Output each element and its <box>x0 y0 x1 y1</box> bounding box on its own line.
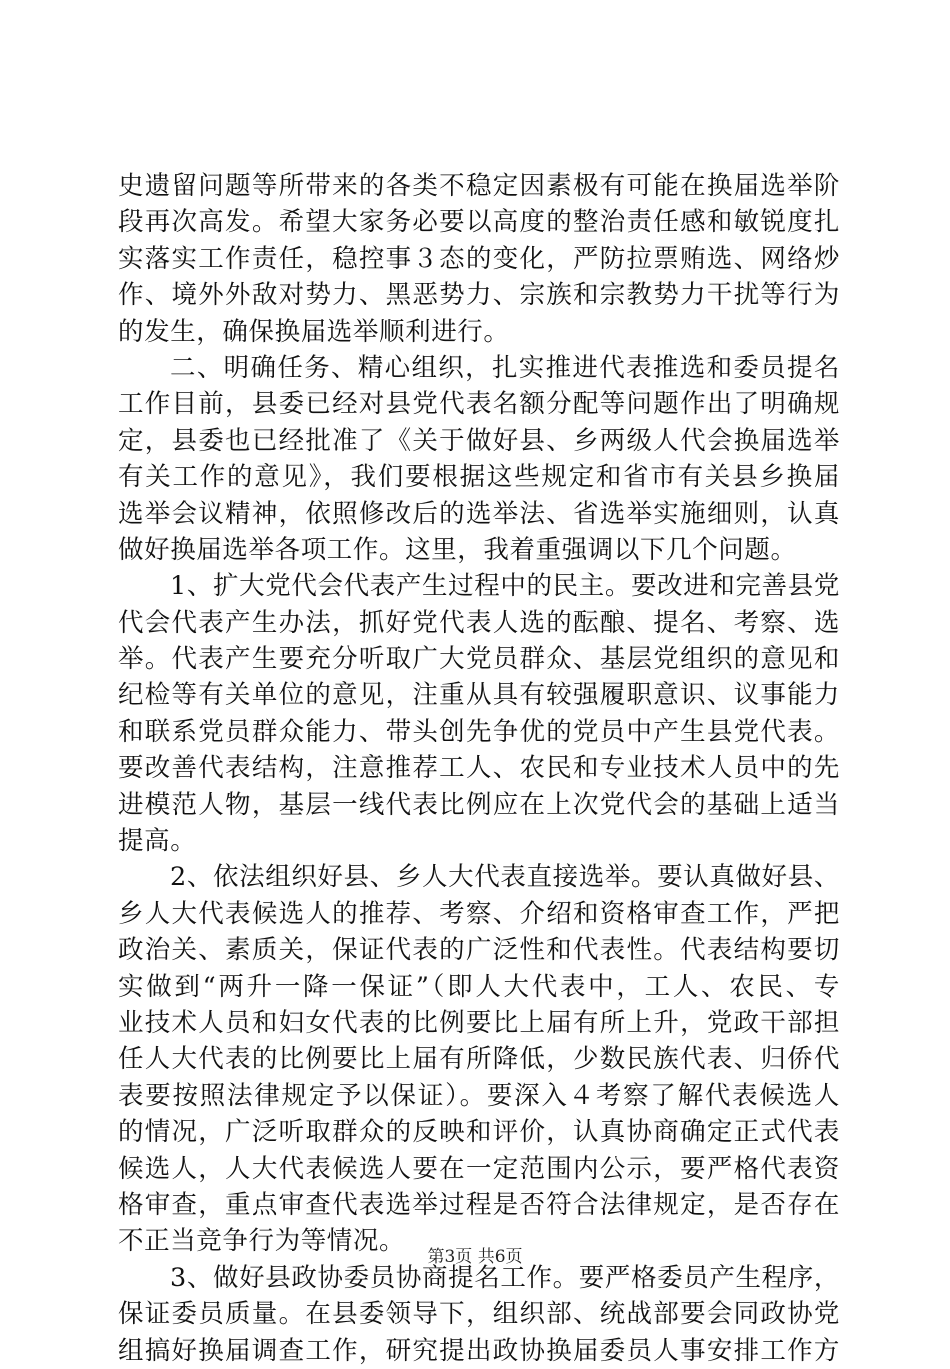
text-line: 1、扩大党代会代表产生过程中的民主。要改进和完善县党 <box>170 571 840 602</box>
text-line: 和联系党员群众能力、带头创先争优的党员中产生县党代表。 <box>118 716 840 747</box>
text-line: 2、依法组织好县、乡人大代表直接选举。要认真做好县、 <box>170 862 840 893</box>
text-line: 任人大代表的比例要比上届有所降低，少数民族代表、归侨代 <box>118 1044 840 1075</box>
text-line: 进模范人物，基层一线代表比例应在上次党代会的基础上适当 <box>118 789 840 820</box>
text-line: 不正当竞争行为等情况。 <box>118 1226 406 1257</box>
text-line: 格审查，重点审查代表选举过程是否符合法律规定，是否存在 <box>118 1189 840 1220</box>
text-line: 二、明确任务、精心组织，扎实推进代表推选和委员提名 <box>170 352 840 383</box>
text-line: 乡人大代表候选人的推荐、考察、介绍和资格审查工作，严把 <box>118 898 840 929</box>
text-line: 做好换届选举各项工作。这里，我着重强调以下几个问题。 <box>118 534 797 565</box>
text-line: 选举会议精神，依照修改后的选举法、省选举实施细则，认真 <box>118 498 840 529</box>
text-line: 段再次高发。希望大家务必要以高度的整治责任感和敏锐度扎 <box>118 207 840 238</box>
text-line: 实做到“两升一降一保证”（即人大代表中，工人、农民、专 <box>118 971 840 1002</box>
text-line: 举。代表产生要充分听取广大党员群众、基层党组织的意见和 <box>118 644 840 675</box>
text-line: 表要按照法律规定予以保证）。要深入４考察了解代表候选人 <box>118 1080 840 1111</box>
text-line: 的发生，确保换届选举顺利进行。 <box>118 316 510 347</box>
page-footer: 第3页 共6页 <box>427 1247 523 1267</box>
text-line: 业技术人员和妇女代表的比例要比上届有所上升，党政干部担 <box>118 1007 840 1038</box>
text-line: 代会代表产生办法，抓好党代表人选的酝酿、提名、考察、选 <box>118 607 840 638</box>
text-line: 组搞好换届调查工作，研究提出政协换届委员人事安排工作方 <box>118 1335 840 1366</box>
text-line: 实落实工作责任，稳控事３态的变化，严防拉票贿选、网络炒 <box>118 243 840 274</box>
text-line: 作、境外外敌对势力、黑恶势力、宗族和宗教势力干扰等行为 <box>118 280 840 311</box>
document-body <box>118 168 840 1369</box>
text-line: 史遗留问题等所带来的各类不稳定因素极有可能在换届选举阶 <box>118 171 840 201</box>
text-line: 提高。 <box>118 826 197 857</box>
text-line: 有关工作的意见》，我们要根据这些规定和省市有关县乡换届 <box>118 462 840 493</box>
text-line: 候选人，人大代表候选人要在一定范围内公示，要严格代表资 <box>118 1153 840 1184</box>
text-line: 政治关、素质关，保证代表的广泛性和代表性。代表结构要切 <box>118 935 840 966</box>
text-line: 要改善代表结构，注意推荐工人、农民和专业技术人员中的先 <box>118 753 840 784</box>
text-line: 的情况，广泛听取群众的反映和评价，认真协商确定正式代表 <box>118 1117 840 1148</box>
text-line: 工作目前，县委已经对县党代表名额分配等问题作出了明确规 <box>118 389 840 420</box>
text-line: 3、做好县政协委员协商提名工作。要严格委员产生程序， <box>170 1262 840 1293</box>
text-line: 定，县委也已经批准了《关于做好县、乡两级人代会换届选举 <box>118 425 840 456</box>
text-line: 纪检等有关单位的意见，注重从具有较强履职意识、议事能力 <box>118 680 840 711</box>
text-line: 保证委员质量。在县委领导下，组织部、统战部要会同政协党 <box>118 1299 840 1330</box>
